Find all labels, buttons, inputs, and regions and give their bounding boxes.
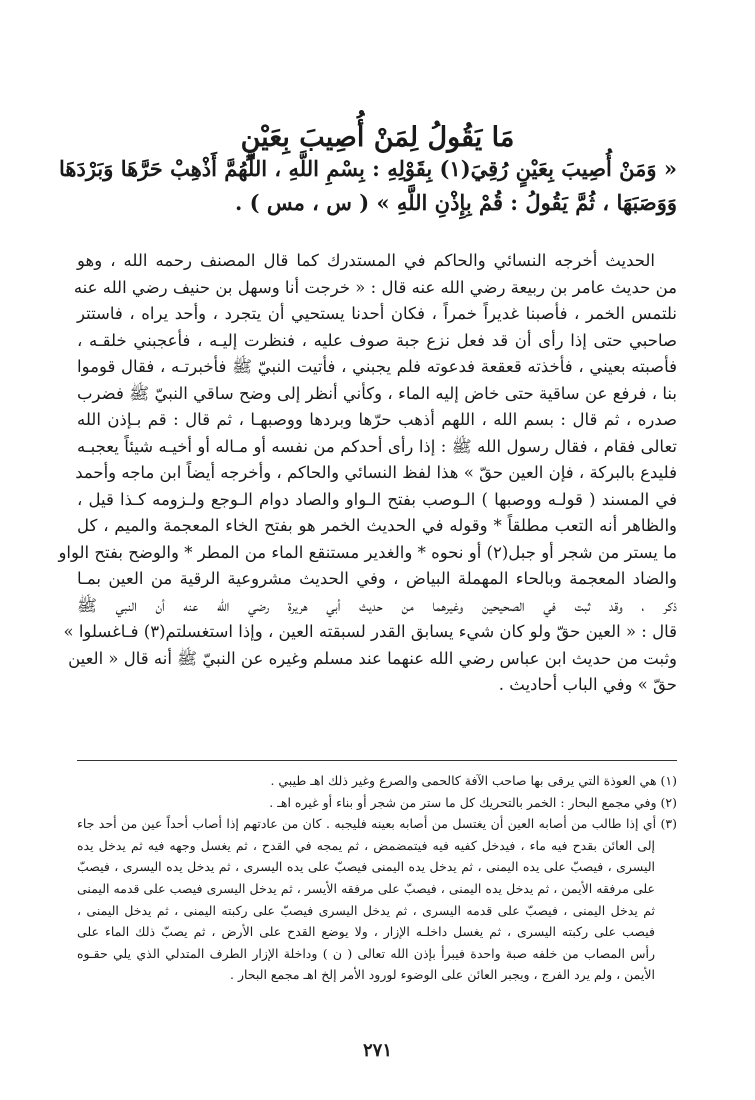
- hadith-line: « وَمَنْ أُصِيبَ بِعَيْنٍ رُقِيَ(١) بِقَوْلِهِ : بِسْمِ اللَّهِ ، اللَّهُمَّ أَذْهِبْ حَرَّهَا وَبَرْدَهَا: [59, 156, 677, 181]
- footnote-3-line: على مرفقه الأيمن ، ثم يدخل يده اليمنى ، فيصبّ على مرفقه الأيسر ، ثم يدخل اليسرى فيصب على قدمه اليمنى: [77, 880, 655, 896]
- body-line: في المسند ( قولـه ووصبها ) الـوصب بفتح الـواو والصاد دوام الـوجع ولـزومه كـذا قيل ،: [77, 489, 677, 509]
- body-line: ذكر ، وقد ثبت في الصحيحين وغيرهما من حديث أبي هريرة رضي الله عنه أن النبي ﷺ: [77, 595, 677, 615]
- body-line: الحديث أخرجه النسائي والحاكم في المستدرك كما قال المصنف رحمه الله ، وهو: [77, 251, 655, 270]
- footnote-1: (١) هي العوذة التي يرقى بها صاحب الآفة كالحمى والصرع وغير ذلك اهـ طيبي .: [270, 773, 677, 788]
- body-line: فأصبته بعيني ، فأخذته قعقعة فدعوته فلم يجبني ، فأتيت النبيّ ﷺ فأخبرتـه ، فقال قوموا: [77, 357, 677, 376]
- body-line: نلتمس الخمر ، فأصبنا غديراً خمراً ، فكان أحدنا يستحيي أن يتجرد ، وأحد يراه ، فاستتر: [77, 304, 677, 323]
- body-line: ما يستر من شجر أو جبل(٢) أو نحوه * والغدير مستنقع الماء من المطر * والوضح بفتح الواو: [58, 542, 677, 562]
- body-line: بنا ، فرفع عن ساقية حتى خاض إليه الماء ، وكأني أنظر إلى وضح ساقي النبيّ ﷺ فضرب: [77, 383, 677, 403]
- hadith-line: وَوَصَبَهَا ، ثُمَّ يَقُولُ : قُمْ بِإِذْنِ اللَّهِ » ( س ، مس ) .: [234, 190, 677, 215]
- footnote-divider: [77, 760, 677, 761]
- footnote-3-line: اليسرى ، فيصبّ على يده اليمنى ، ثم يدخل يده اليمنى فيصبّ على يده اليسرى ، ثم يدخل يده اليسرى ، فيصبّ: [77, 859, 655, 875]
- footnote-3-line: إلى العائن بقدح فيه ماء ، فيدخل كفيه فيه فيتمضمض ، ثم يمجه في القدح ، ثم يغسل وجهه فيه ثم يدخل يده: [77, 837, 655, 853]
- commentary-body: [58, 248, 677, 699]
- body-line: صاحبي حتى إذا رأى أن قد فعل نزع جبة صوف عليه ، فنظرت إليـه ، فأعجبني خلقـه ،: [77, 330, 677, 350]
- body-line: حقّ » وفي الباب أحاديث .: [498, 675, 677, 694]
- footnote-3-line: رأس المصاب من خلفه صبة واحدة فيبرأ بإذن الله تعالى ( ن ) وداخلة الإزار الطرف المتدلي الذي يلي حقـوه: [77, 945, 655, 961]
- hadith-text: [59, 152, 677, 220]
- body-line: من حديث عامر بن ربيعة رضي الله عنه قال : « خرجت أنا وسهل بن حنيف رضي الله عنه: [73, 277, 677, 297]
- footnote-3-line: الأيمن ، ولم يرد الفرج ، ويجبر العائن على الوضوء لورود الأمر إلخ اهـ مجمع البحار .: [230, 967, 655, 983]
- page-number: ٢٧١: [362, 1040, 392, 1061]
- body-line: تعالى فقام ، فقال رسول الله ﷺ : إذا رأى أحدكم من نفسه أو مـاله أو أخيـه شيئاً يعجبـه: [77, 436, 677, 456]
- footnote-3-line: ثم يدخل اليمنى ، فيصبّ على قدمه اليسرى ، ثم يدخل اليسرى فيصبّ على ركبته اليمنى ، ثم يدخل اليمنى ،: [77, 902, 655, 918]
- footnote-3: (٣) أي إذا طالب من أصابه العين أن يغتسل من أصابه بعينه فليجبه . كان من عادتهم إذا أصاب أحداً عين من أحد جاء: [77, 816, 677, 832]
- chapter-heading: مَا يَقُولُ لِمَنْ أُصِيبَ بِعَيْنٍ: [240, 122, 515, 153]
- body-line: وثبت من حديث ابن عباس رضي الله عنهما عند مسلم وغيره عن النبيّ ﷺ أنه قال « العين: [68, 648, 677, 668]
- body-line: والضاد المعجمة وبالحاء المهملة البياض ، وفي الحديث مشروعية الرقية من العين بمـا: [77, 569, 677, 588]
- body-line: قال : « العين حقّ ولو كان شيء يسابق القدر لسبقته العين ، وإذا استغسلتم(٣) فـاغسلوا »: [63, 622, 677, 641]
- footnotes: [77, 770, 677, 986]
- body-line: صدره ، ثم قال : بسم الله ، اللهم أذهب حرّها وبردها ووصبهـا ، ثم قال : قم بـإذن الله: [77, 410, 677, 429]
- body-line: والظاهر أنه التعب مطلقاً * وقوله في الحديث الخمر هو بفتح الخاء المعجمة والميم ، كل: [77, 516, 677, 535]
- footnote-2: (٢) وفي مجمع البحار : الخمر بالتحريك كل ما ستر من شجر أو بناء أو غيره اهـ .: [269, 794, 677, 810]
- footnote-3-line: فيصب على ركبته اليسرى ، ثم يغسل داخلـه الإزار ، ولا يوضع القدح على الأرض ، ثم يصبّ ذلك الماء على: [77, 924, 655, 940]
- body-line: فليدع بالبركة ، فإن العين حقّ » هذا لفظ النسائي والحاكم ، وأخرجه أيضاً ابن ماجه وأحمد: [75, 463, 677, 482]
